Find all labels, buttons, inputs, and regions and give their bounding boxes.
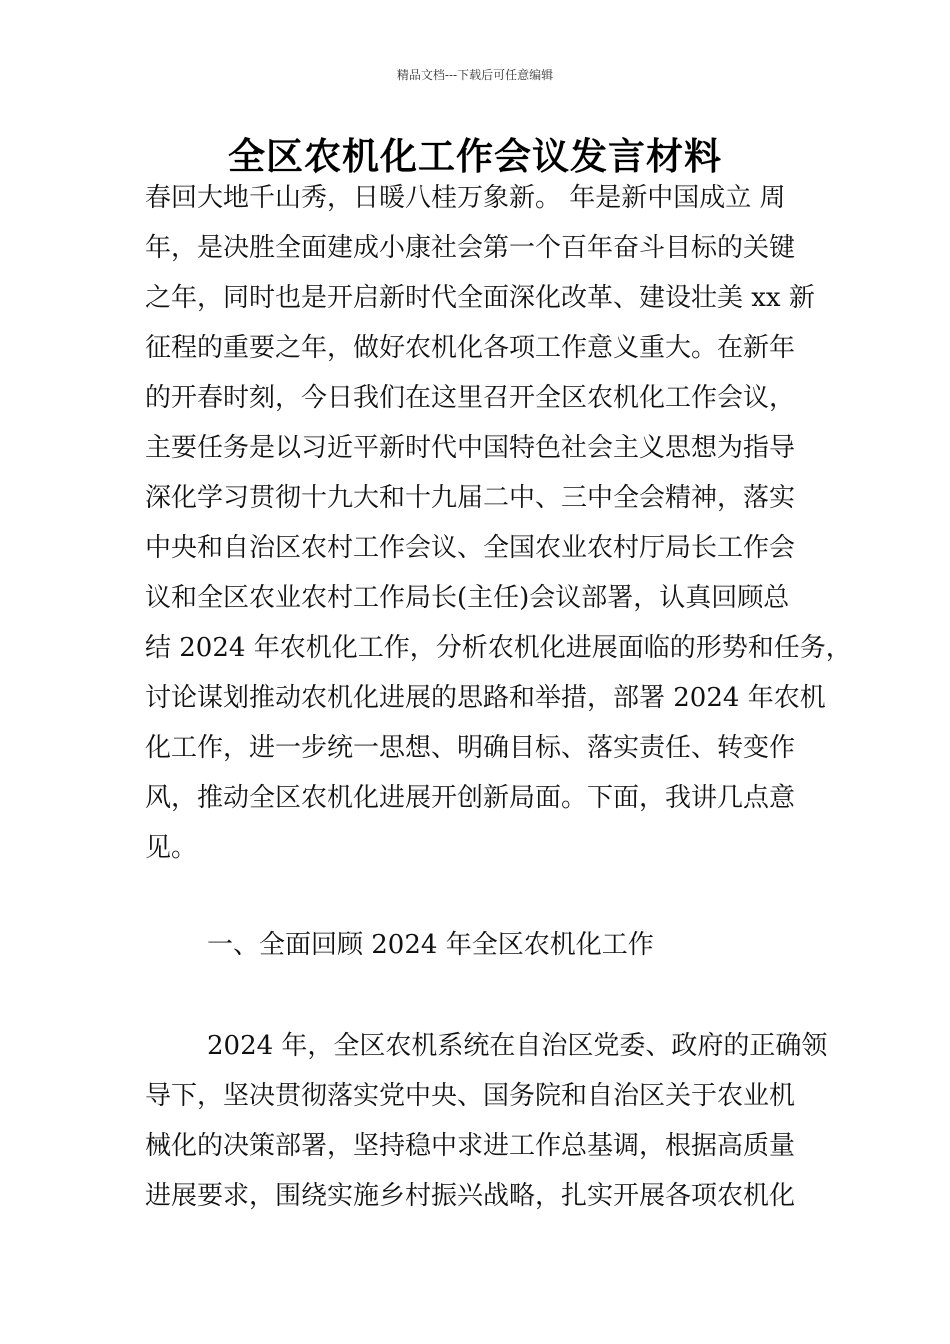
text-line: 年，是决胜全面建成小康社会第一个百年奋斗目标的关键 [145,233,796,263]
text-line: 进展要求，围绕实施乡村振兴战略，扎实开展各项农机化 [145,1181,796,1211]
text-line: 结 2024 年农机化工作，分析农机化进展面临的形势和任务， [145,633,852,663]
text-line: 主要任务是以习近平新时代中国特色社会主义思想为指导 [145,433,796,463]
text-line: 械化的决策部署，坚持稳中求进工作总基调，根据高质量 [145,1131,796,1161]
text-line: 风，推动全区农机化进展开创新局面。下面，我讲几点意 [145,783,796,813]
text-line: 导下，坚决贯彻落实党中央、国务院和自治区关于农业机 [145,1081,796,1111]
text-line: 议和全区农业农村工作局长(主任)会议部署，认真回顾总 [145,583,790,613]
text-line: 春回大地千山秀，日暖八桂万象新。 年是新中国成立 周 [145,183,786,213]
text-line: 化工作，进一步统一思想、明确目标、落实责任、转变作 [145,733,796,763]
text-line: 征程的重要之年，做好农机化各项工作意义重大。在新年 [145,333,796,363]
page-header-note: 精品文档---下载后可任意编辑 [396,68,554,82]
text-line: 讨论谋划推动农机化进展的思路和举措，部署 2024 年农机 [145,683,826,713]
text-line: 深化学习贯彻十九大和十九届二中、三中全会精神，落实 [145,483,796,513]
section-heading: 一、全面回顾 2024 年全区农机化工作 [207,930,654,960]
text-line: 的开春时刻，今日我们在这里召开全区农机化工作会议， [145,383,796,413]
document-title: 全区农机化工作会议发言材料 [228,135,722,178]
text-line: 中央和自治区农村工作会议、全国农业农村厅局长工作会 [145,533,796,563]
text-line: 2024 年，全区农机系统在自治区党委、政府的正确领 [207,1031,828,1061]
text-line: 之年，同时也是开启新时代全面深化改革、建设壮美 xx 新 [145,283,815,313]
text-line: 见。 [145,833,198,863]
